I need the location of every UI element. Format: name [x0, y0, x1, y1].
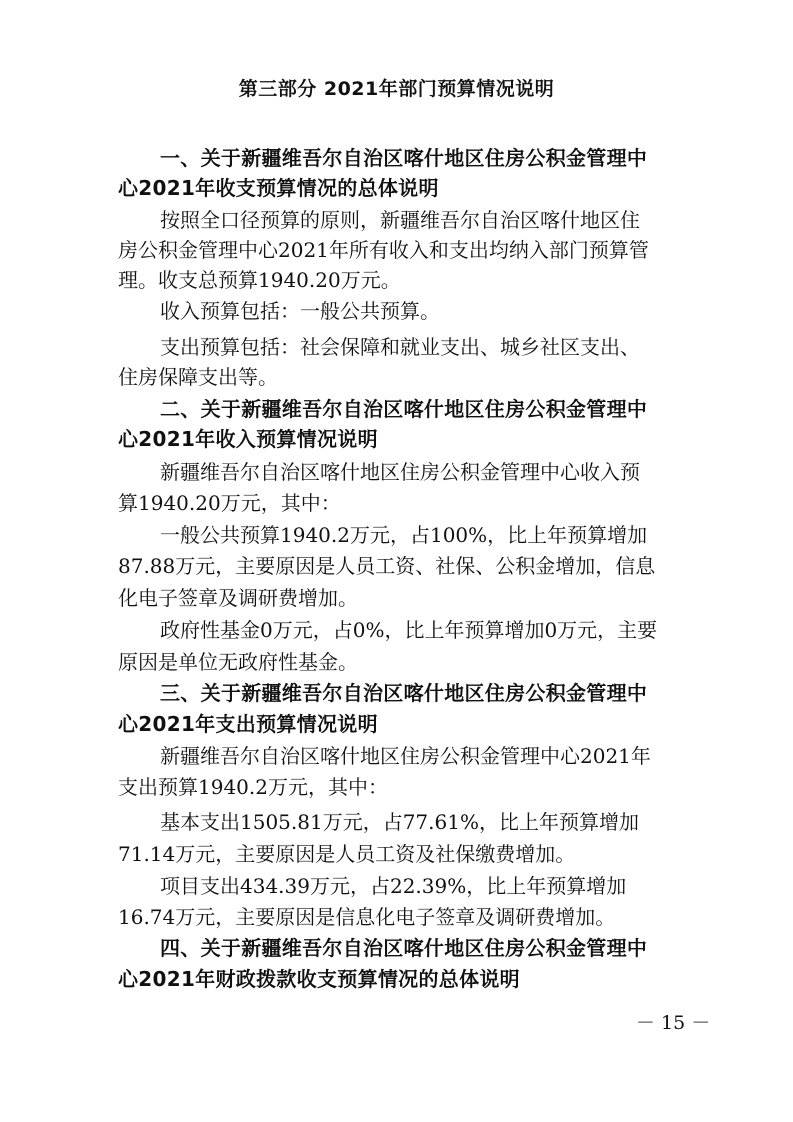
paragraph-line: 新疆维吾尔自治区喀什地区住房公积金管理中心2021年	[160, 744, 651, 768]
paragraph-line: 原因是单位无政府性基金。	[118, 650, 358, 674]
paragraph-line: 87.88万元，主要原因是人员工资、社保、公积金增加，信息	[118, 554, 656, 578]
paragraph-line: 基本支出1505.81万元，占77.61%，比上年预算增加	[160, 810, 639, 834]
paragraph-line: 收入预算包括：一般公共预算。	[160, 299, 440, 323]
paragraph-line: 化电子签章及调研费增加。	[118, 586, 358, 610]
paragraph-line: 住房保障支出等。	[118, 365, 278, 389]
section-heading-1: 一、关于新疆维吾尔自治区喀什地区住房公积金管理中	[160, 146, 648, 170]
paragraph-line: 项目支出434.39万元，占22.39%，比上年预算增加	[160, 874, 627, 898]
section-heading-4-cont: 心2021年财政拨款收支预算情况的总体说明	[118, 967, 520, 991]
paragraph-line: 房公积金管理中心2021年所有收入和支出均纳入部门预算管	[118, 238, 649, 262]
section-heading-4: 四、关于新疆维吾尔自治区喀什地区住房公积金管理中	[160, 936, 648, 960]
paragraph-line: 按照全口径预算的原则，新疆维吾尔自治区喀什地区住	[160, 208, 640, 232]
paragraph-line: 理。收支总预算1940.20万元。	[118, 268, 401, 292]
section-heading-1-cont: 心2021年收支预算情况的总体说明	[118, 176, 439, 200]
paragraph-line: 支出预算1940.2万元，其中：	[118, 775, 388, 799]
paragraph-line: 新疆维吾尔自治区喀什地区住房公积金管理中心收入预	[160, 460, 640, 484]
section-heading-3-cont: 心2021年支出预算情况说明	[118, 712, 378, 736]
paragraph-line: 16.74万元，主要原因是信息化电子签章及调研费增加。	[118, 905, 616, 929]
page-number: － 15 －	[636, 1012, 711, 1034]
section-heading-2: 二、关于新疆维吾尔自治区喀什地区住房公积金管理中	[160, 397, 648, 421]
paragraph-line: 支出预算包括：社会保障和就业支出、城乡社区支出、	[160, 335, 640, 359]
page-title: 第三部分 2021年部门预算情况说明	[238, 78, 555, 100]
paragraph-line: 政府性基金0万元，占0%，比上年预算增加0万元，主要	[160, 618, 658, 642]
paragraph-line: 71.14万元，主要原因是人员工资及社保缴费增加。	[118, 842, 576, 866]
section-heading-3: 三、关于新疆维吾尔自治区喀什地区住房公积金管理中	[160, 681, 648, 705]
section-heading-2-cont: 心2021年收入预算情况说明	[118, 427, 378, 451]
paragraph-line: 一般公共预算1940.2万元，占100%，比上年预算增加	[160, 523, 648, 547]
paragraph-line: 算1940.20万元，其中：	[118, 491, 341, 515]
